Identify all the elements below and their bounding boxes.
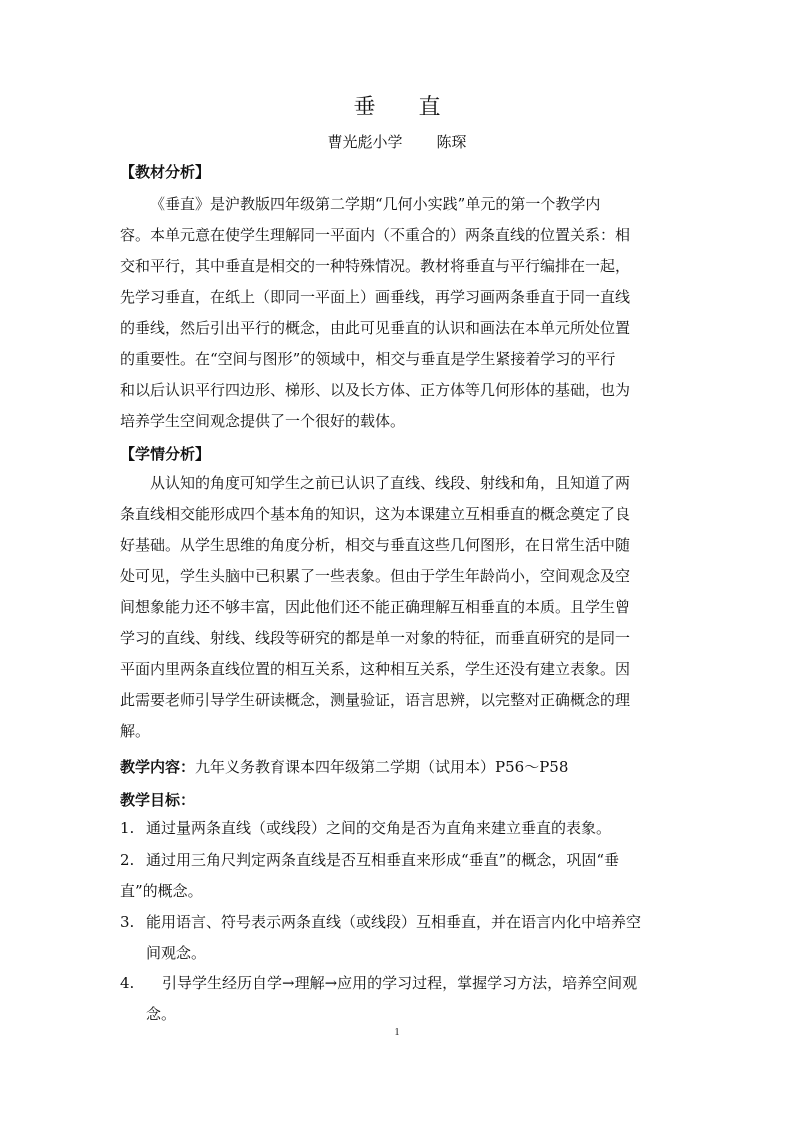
goal-text: 通过用三角尺判定两条直线是否互相垂直来形成“垂直”的概念，巩固“垂 — [146, 851, 620, 869]
paragraph-line: 解。 — [120, 722, 151, 740]
paragraph-line: 《垂直》是沪教版四年级第二学期“几何小实践”单元的第一个教学内 — [150, 195, 601, 213]
document-title: 垂 直 — [353, 95, 459, 120]
page-number: 1 — [394, 1027, 400, 1038]
goal-text: 能用语言、符号表示两条直线（或线段）互相垂直，并在语言内化中培养空 — [146, 913, 642, 931]
goal-item-4 — [120, 968, 690, 1030]
goal-number: 1. — [120, 819, 135, 837]
teaching-content-label: 教学内容： — [120, 758, 196, 776]
author-line — [0, 131, 794, 152]
goal-text-continued: 间观念。 — [146, 944, 207, 962]
goal-item-3 — [120, 907, 690, 969]
teaching-content-text: 九年义务教育课本四年级第二学期（试用本）P56～P58 — [195, 758, 569, 776]
goal-text: 通过量两条直线（或线段）之间的交角是否为直角来建立垂直的表象。 — [146, 819, 612, 837]
paragraph-line: 容。本单元意在使学生理解同一平面内（不重合的）两条直线的位置关系：相 — [120, 226, 631, 244]
paragraph-line: 和以后认识平行四边形、梯形、以及长方体、正方体等几何形体的基础，也为 — [120, 381, 631, 399]
paragraph-line: 学习的直线、射线、线段等研究的都是单一对象的特征，而垂直研究的是同一 — [120, 629, 631, 647]
goal-text-continued: 直”的概念。 — [120, 882, 203, 900]
paragraph-line: 培养学生空间观念提供了一个很好的载体。 — [120, 412, 406, 430]
paragraph-line: 好基础。从学生思维的角度分析，相交与垂直这些几何图形，在日常生活中随 — [120, 536, 631, 554]
author-name: 陈琛 — [436, 133, 467, 151]
goal-text-continued: 念。 — [146, 1005, 177, 1023]
paragraph-line: 处可见，学生头脑中已积累了一些表象。但由于学生年龄尚小，空间观念及空 — [120, 567, 631, 585]
goal-number: 2. — [120, 851, 135, 869]
goal-item-2 — [120, 845, 690, 907]
paragraph-line: 的重要性。在“空间与图形”的领域中，相交与垂直是学生紧接着学习的平行 — [120, 350, 616, 368]
paragraph-line: 条直线相交能形成四个基本角的知识，这为本课建立互相垂直的概念奠定了良 — [120, 505, 631, 523]
author-school: 曹光彪小学 — [327, 133, 403, 151]
teaching-content-line — [120, 756, 568, 777]
teaching-goals-heading: 教学目标： — [120, 791, 196, 809]
goal-text: 引导学生经历自学→理解→应用的学习过程，掌握学习方法，培养空间观 — [162, 974, 638, 992]
textbook-analysis-paragraph — [120, 189, 680, 437]
section-heading-textbook-analysis: 【教材分析】 — [120, 163, 211, 181]
paragraph-line: 平面内里两条直线位置的相互关系，这种相互关系，学生还没有建立表象。因 — [120, 660, 631, 678]
goal-number: 4. — [120, 974, 135, 992]
paragraph-line: 的垂线，然后引出平行的概念，由此可见垂直的认识和画法在本单元所处位置 — [120, 319, 631, 337]
student-analysis-paragraph — [120, 468, 680, 747]
paragraph-line: 从认知的角度可知学生之前已认识了直线、线段、射线和角，且知道了两 — [150, 474, 631, 492]
goal-item-1 — [120, 813, 690, 844]
paragraph-line: 交和平行，其中垂直是相交的一种特殊情况。教材将垂直与平行编排在一起， — [120, 257, 631, 275]
teaching-goals-label — [120, 789, 195, 810]
paragraph-line: 先学习垂直，在纸上（即同一平面上）画垂线，再学习画两条垂直于同一直线 — [120, 288, 631, 306]
paragraph-line: 此需要老师引导学生研读概念，测量验证，语言思辨，以完整对正确概念的理 — [120, 691, 631, 709]
section-heading-student-analysis: 【学情分析】 — [120, 445, 211, 463]
goal-number: 3. — [120, 913, 135, 931]
paragraph-line: 间想象能力还不够丰富，因此他们还不能正确理解互相垂直的本质。且学生曾 — [120, 598, 631, 616]
